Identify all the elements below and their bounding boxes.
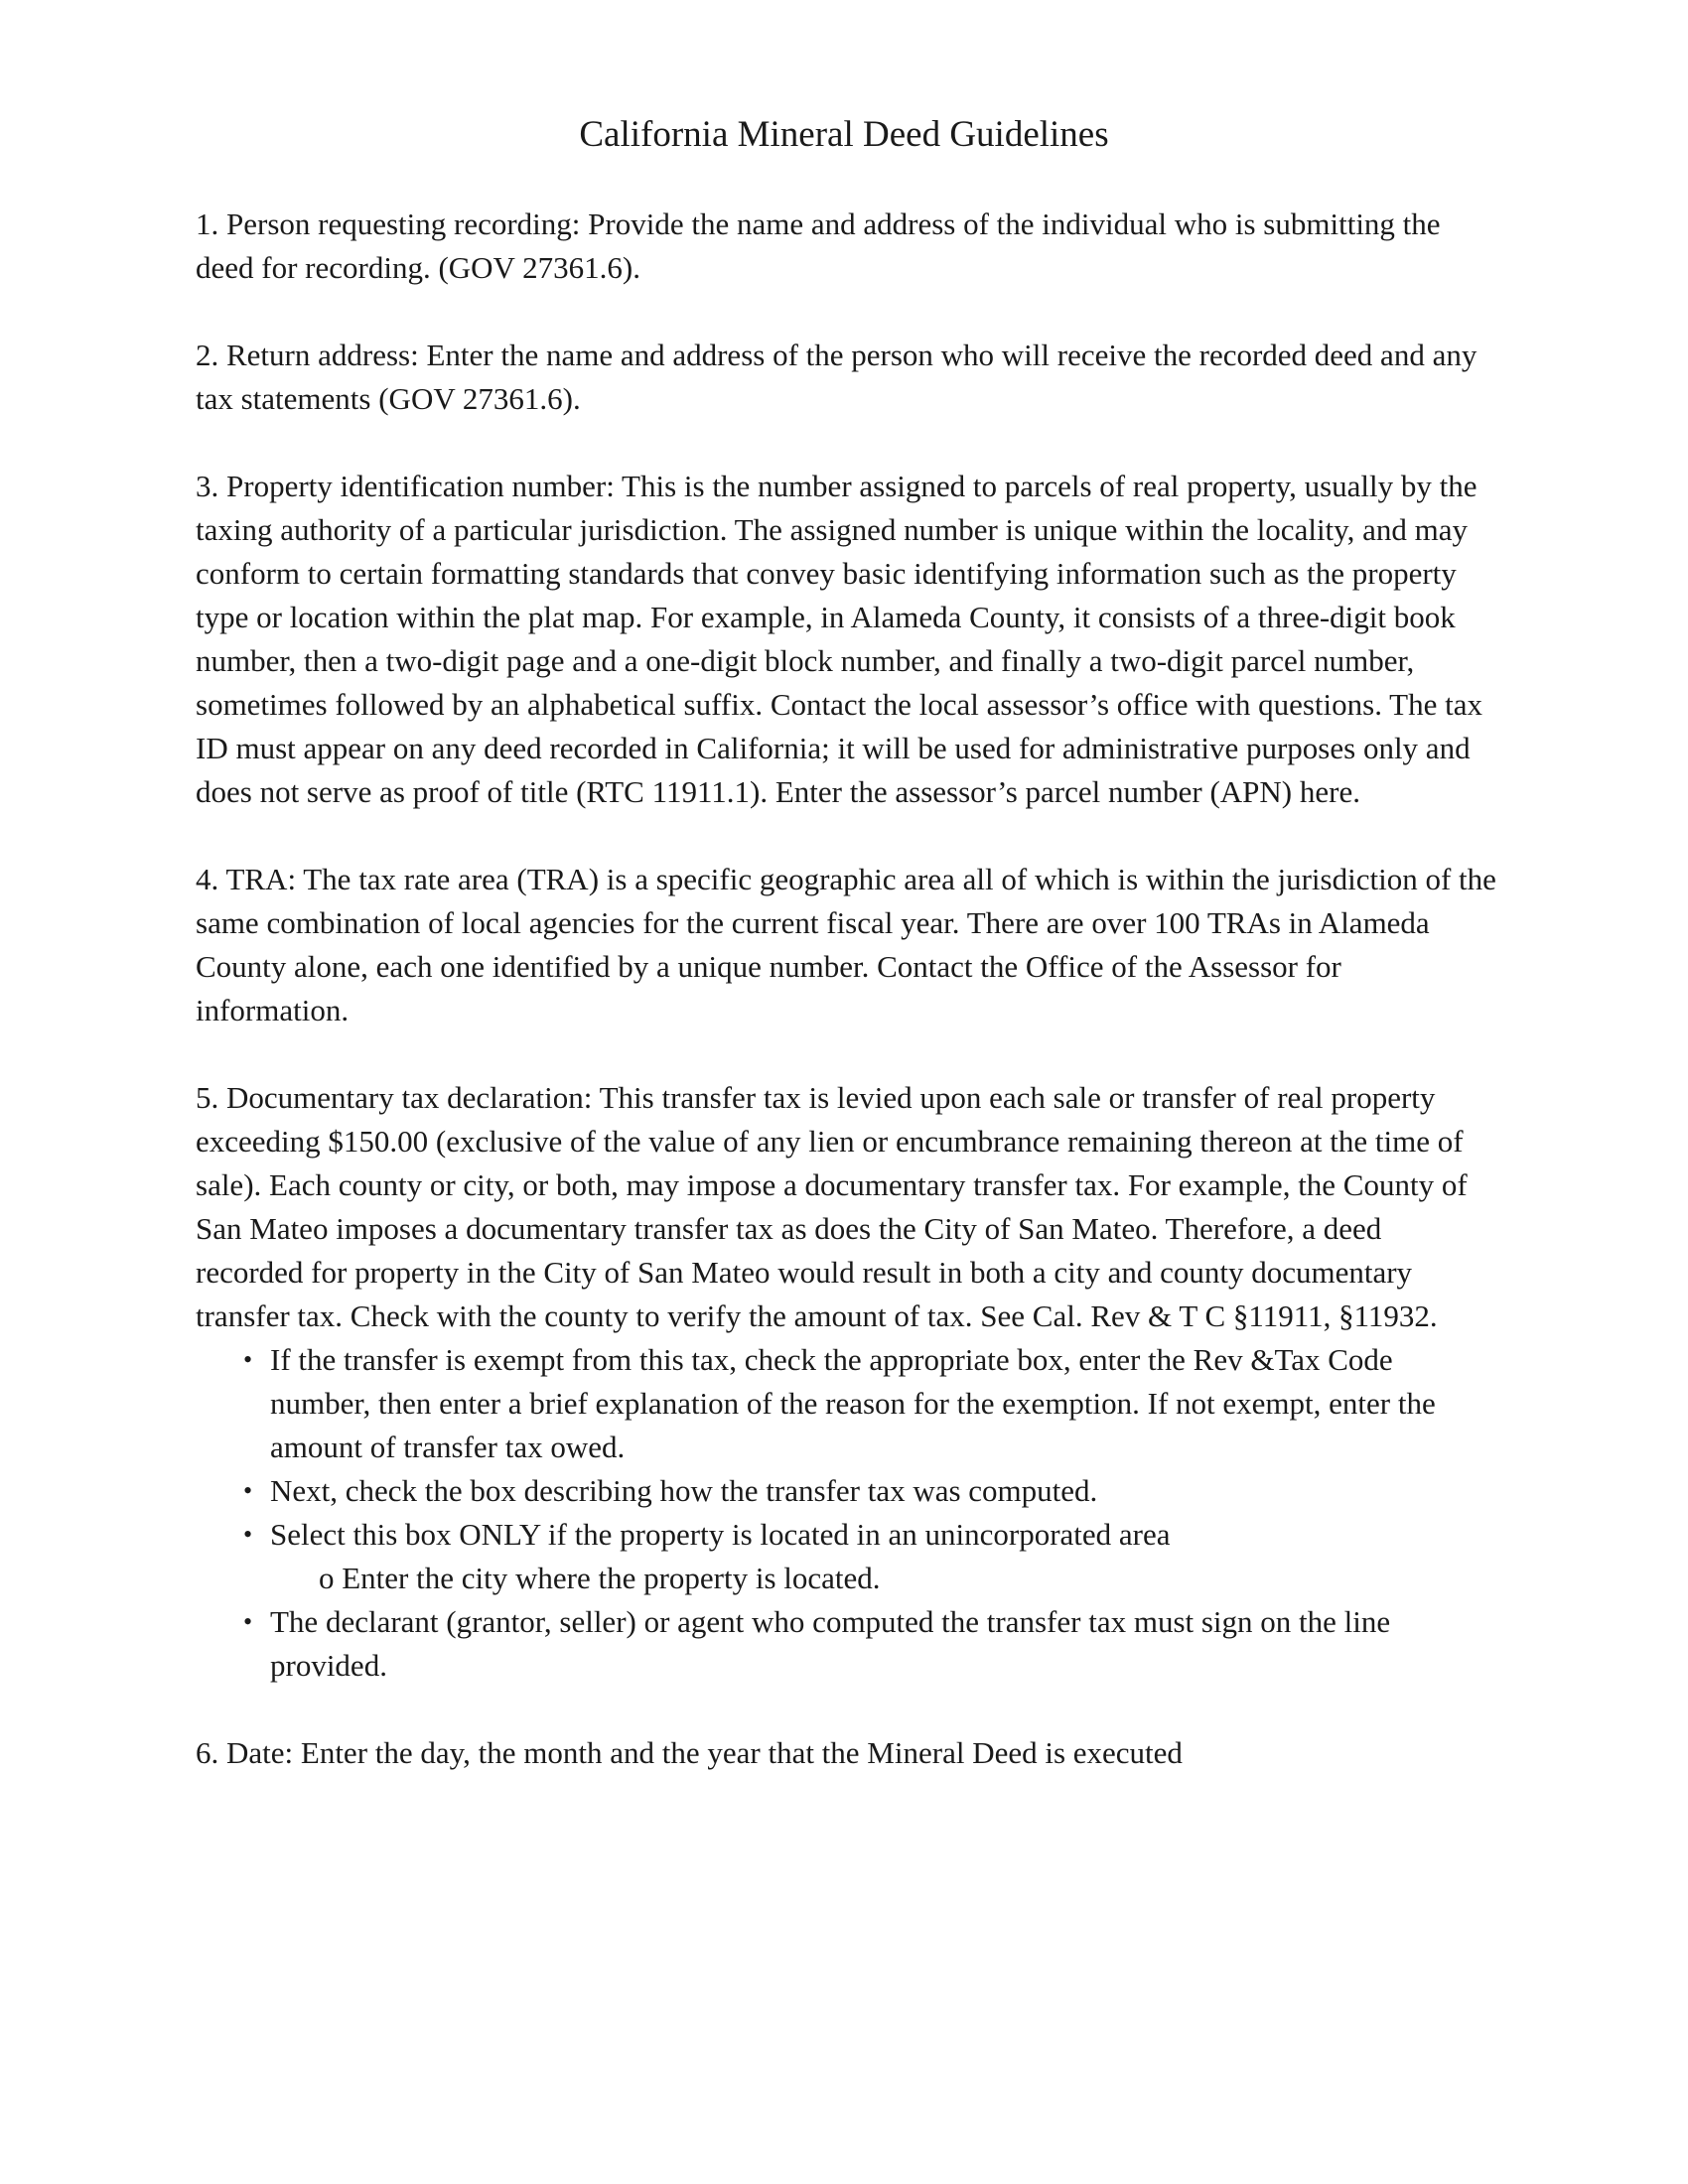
bullet-unincorporated-area	[270, 1513, 1496, 1600]
document-body	[196, 203, 1496, 1819]
bullet-text: If the transfer is exempt from this tax, check the appropriate box, enter the Rev &Tax Code number, then enter a brief explanation of the reason for the exemption. If not exempt, enter the amount of transfer tax owed.	[270, 1342, 1436, 1464]
bullet-text: Next, check the box describing how the transfer tax was computed.	[270, 1473, 1098, 1508]
section-2-return-address: 2. Return address: Enter the name and address of the person who will receive the recorded deed and any tax statements (GOV 27361.6).	[196, 338, 1477, 416]
bullet-text: Select this box ONLY if the property is located in an unincorporated area	[270, 1517, 1171, 1552]
section-4-tra: 4. TRA: The tax rate area (TRA) is a specific geographic area all of which is within the jurisdiction of the same combination of local agencies for the current fiscal year. There are over 100 TRAs in Alameda County alone, each one identified by a unique number. Contact the Office of the Assessor for information.	[196, 862, 1496, 1027]
document-title: California Mineral Deed Guidelines	[579, 114, 1109, 155]
section-5-bullet-list	[196, 1338, 1496, 1688]
sub-bullet-enter-city: o Enter the city where the property is located.	[319, 1561, 881, 1595]
bullet-declarant-signature	[270, 1600, 1496, 1688]
section-6-date: 6. Date: Enter the day, the month and the year that the Mineral Deed is executed	[196, 1735, 1183, 1770]
section-3-property-identification-number: 3. Property identification number: This is the number assigned to parcels of real property, usually by the taxing authority of a particular jurisdiction. The assigned number is unique within the locality, and may conform to certain formatting standards that convey basic identifying information such as the property type or location within the plat map. For example, in Alameda County, it consists of a three-digit book number, then a two-digit page and a one-digit block number, and finally a two-digit parcel number, sometimes followed by an alphabetical suffix. Contact the local assessor’s office with questions. The tax ID must appear on any deed recorded in California; it will be used for administrative purposes only and does not serve as proof of title (RTC 11911.1). Enter the assessor’s parcel number (APN) here.	[196, 469, 1482, 809]
section-5-documentary-tax-declaration: 5. Documentary tax declaration: This transfer tax is levied upon each sale or transfer of real property exceeding $150.00 (exclusive of the value of any lien or encumbrance remaining thereon at the time of sale). Each county or city, or both, may impose a documentary transfer tax. For example, the County of San Mateo imposes a documentary transfer tax as does the City of San Mateo. Therefore, a deed recorded for property in the City of San Mateo would result in both a city and county documentary transfer tax. Check with the county to verify the amount of tax. See Cal. Rev & T C §11911, §11932.	[196, 1080, 1468, 1333]
bullet-exempt-transfer	[270, 1338, 1496, 1469]
bullet-text: The declarant (grantor, seller) or agent who computed the transfer tax must sign on the line provided.	[270, 1604, 1391, 1683]
section-1-requesting-recording: 1. Person requesting recording: Provide the name and address of the individual who is submitting the deed for recording. (GOV 27361.6).	[196, 206, 1441, 285]
bullet-computation-box	[270, 1469, 1496, 1513]
